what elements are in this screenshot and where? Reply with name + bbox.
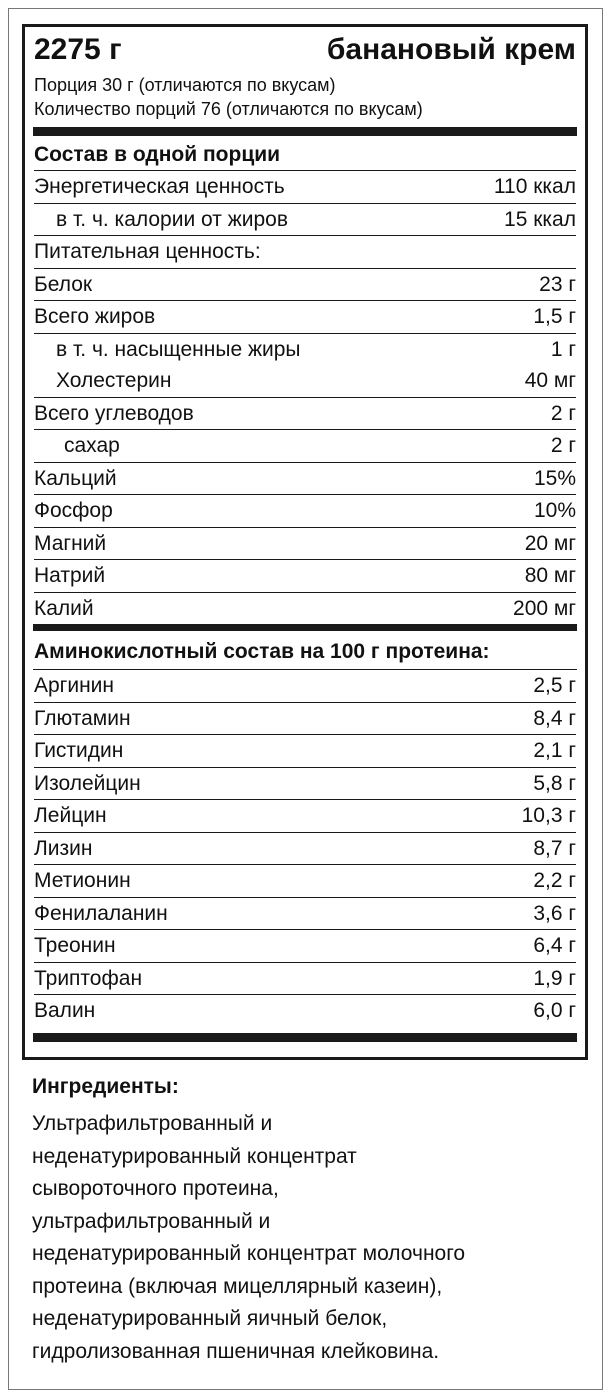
amino-label: Глютамин <box>34 706 131 730</box>
amino-row <box>34 995 576 1027</box>
amino-value: 2,1 г <box>533 739 576 762</box>
ingredients-line: неденатурированный яичный белок, <box>32 1307 388 1330</box>
nutrient-label: Энергетическая ценность <box>34 175 285 198</box>
nutrient-label: Магний <box>34 531 107 555</box>
nutrient-value: 1 г <box>550 337 576 361</box>
ingredients-line: гидролизованная пшеничная клейковина. <box>32 1339 440 1363</box>
ingredients-line: неденатурированный концентрат <box>32 1144 357 1168</box>
ingredients-text <box>32 1108 592 1368</box>
amino-row <box>34 670 576 703</box>
amino-label: Гистидин <box>34 739 124 762</box>
amino-label: Изолейцин <box>34 771 141 795</box>
nutrient-row <box>34 495 576 528</box>
amino-row <box>34 768 576 801</box>
nutrient-row <box>34 560 576 593</box>
amino-value: 3,6 г <box>533 901 576 925</box>
nutrient-label: Фосфор <box>34 499 113 522</box>
amino-value: 6,0 г <box>533 999 576 1022</box>
nutrient-row <box>34 365 576 398</box>
amino-value: 2,2 г <box>533 869 576 892</box>
ingredients-line: сывороточного протеина, <box>32 1177 279 1200</box>
amino-label: Метионин <box>34 869 131 892</box>
amino-value: 2,5 г <box>533 674 576 697</box>
nutrient-value: 15% <box>533 466 576 490</box>
ingredients-line: ультрафильтрованный и <box>32 1209 271 1233</box>
product-header <box>34 27 576 73</box>
amino-label: Валин <box>34 999 96 1022</box>
nutrient-value: 2 г <box>550 401 576 425</box>
amino-label: Фенилаланин <box>34 901 168 925</box>
flavor-name: банановый крем <box>326 33 576 66</box>
amino-row <box>34 703 576 736</box>
nutrient-label: Белок <box>34 272 93 296</box>
nutrient-label: сахар <box>64 434 120 457</box>
nutrient-row <box>34 593 576 625</box>
amino-value: 1,9 г <box>533 966 576 990</box>
nutrient-row <box>34 430 576 463</box>
nutrient-value: 110 ккал <box>493 175 576 198</box>
nutrient-row <box>34 171 576 204</box>
amino-acid-title: Аминокислотный состав на 100 г протеина: <box>33 624 577 670</box>
amino-label: Триптофан <box>34 966 143 990</box>
nutrient-value: 10% <box>533 499 576 522</box>
nutrient-value: 23 г <box>539 272 576 296</box>
nutrition-value-label: Питательная ценность: <box>34 236 576 269</box>
nutrient-label: Кальций <box>34 466 117 490</box>
amino-value: 8,7 г <box>533 836 576 860</box>
nutrient-value: 200 мг <box>513 596 576 620</box>
nutrient-value: 20 мг <box>524 531 576 555</box>
nutrient-label: Всего жиров <box>34 305 156 328</box>
amino-row <box>34 800 576 833</box>
nutrient-label: в т. ч. насыщенные жиры <box>56 337 301 361</box>
ingredients-line: Ультрафильтрованный и <box>32 1112 273 1135</box>
amino-row <box>34 898 576 931</box>
nutrient-row <box>34 334 576 366</box>
nutrient-value: 40 мг <box>524 369 576 392</box>
package-weight: 2275 г <box>34 33 122 66</box>
nutrient-row <box>34 269 576 302</box>
amino-row <box>34 930 576 963</box>
nutrient-value: 1,5 г <box>533 305 576 328</box>
nutrient-value: 2 г <box>550 434 576 457</box>
servings-count: Количество порций 76 (отличаются по вкусам) <box>34 99 423 119</box>
amino-row <box>34 735 576 768</box>
amino-label: Треонин <box>34 934 116 957</box>
nutrient-row <box>34 528 576 561</box>
serving-size: Порция 30 г (отличаются по вкусам) <box>34 75 336 95</box>
amino-row <box>34 833 576 866</box>
ingredients-section <box>32 1070 592 1368</box>
nutrient-row <box>34 301 576 334</box>
nutrient-row <box>34 398 576 431</box>
ingredients-line: неденатурированный концентрат молочного <box>32 1242 466 1265</box>
nutrient-label: Натрий <box>34 564 106 587</box>
ingredients-title: Ингредиенты: <box>32 1075 179 1098</box>
ingredients-line: протеина (включая мицеллярный казеин), <box>32 1274 443 1298</box>
thick-divider <box>33 127 577 136</box>
per-serving-title: Состав в одной порции <box>34 140 576 171</box>
amino-value: 8,4 г <box>533 706 576 730</box>
nutrient-value: 15 ккал <box>504 207 576 231</box>
nutrient-value: 80 мг <box>524 564 576 587</box>
amino-row <box>34 865 576 898</box>
amino-row <box>34 963 576 996</box>
amino-value: 5,8 г <box>533 771 576 795</box>
amino-label: Аргинин <box>34 674 115 697</box>
nutrition-facts-panel <box>22 24 588 1060</box>
amino-value: 10,3 г <box>521 804 576 827</box>
nutrient-row <box>34 204 576 237</box>
nutrient-row <box>34 463 576 496</box>
nutrient-label: в т. ч. калории от жиров <box>56 207 288 231</box>
amino-label: Лейцин <box>34 804 107 827</box>
thick-divider <box>33 1033 577 1042</box>
amino-value: 6,4 г <box>533 934 576 957</box>
nutrient-label: Всего углеводов <box>34 401 194 425</box>
nutrient-label: Калий <box>34 596 94 620</box>
amino-label: Лизин <box>34 836 93 860</box>
nutrient-label: Холестерин <box>56 369 172 392</box>
